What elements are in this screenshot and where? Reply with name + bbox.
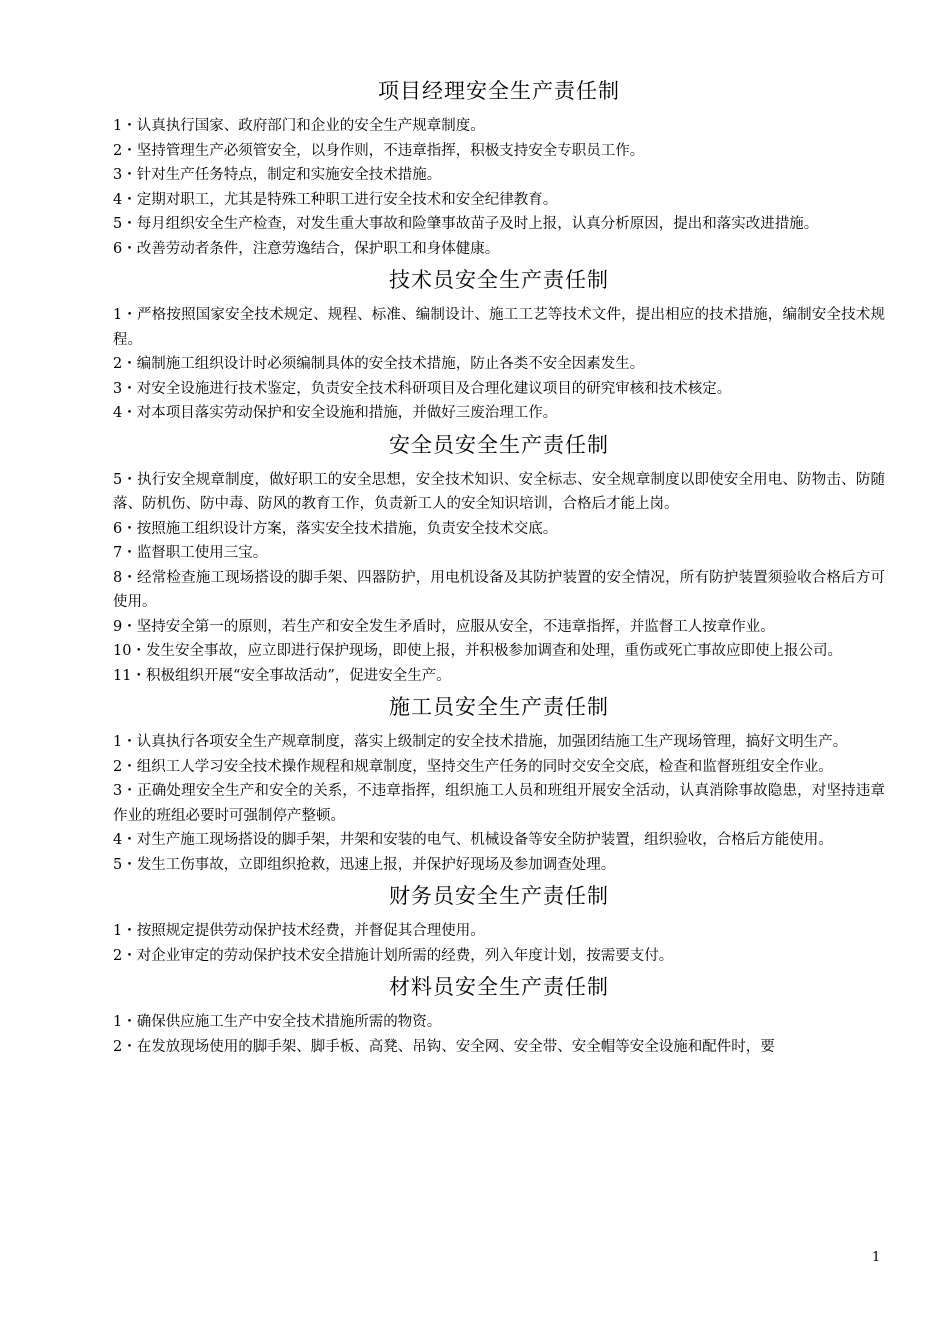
- section-title: 项目经理安全生产责任制: [378, 79, 620, 103]
- list-item: 1・按照规定提供劳动保护技术经费，并督促其合理使用。: [113, 923, 485, 939]
- section-construction-worker: [113, 688, 885, 877]
- list-item: 2・编制施工组织设计时必须编制具体的安全技术措施，防止各类不安全因素发生。: [113, 356, 645, 372]
- list-item: 5・发生工伤事故，立即组织抢救，迅速上报，并保护好现场及参加调查处理。: [113, 856, 616, 873]
- list-item: 1・确保供应施工生产中安全技术措施所需的物资。: [113, 1014, 442, 1030]
- list-item: 2・坚持管理生产必须管安全，以身作则，不违章指挥，积极支持安全专职员工作。: [113, 142, 645, 159]
- list-item: 2・对企业审定的劳动保护技术安全措施计划所需的经费，列入年度计划，按需要支付。: [113, 947, 674, 964]
- list-item: 4・对生产施工现场搭设的脚手架，井架和安装的电气、机械设备等安全防护装置，组织验收，合格后方能使用。: [113, 832, 833, 848]
- list-item: 3・针对生产任务特点，制定和实施安全技术措施。: [113, 167, 442, 183]
- section-title: 材料员安全生产责任制: [389, 975, 609, 999]
- section-project-manager: [113, 72, 885, 261]
- list-item: 2・组织工人学习安全技术操作规程和规章制度，坚持交生产任务的同时交安全交底，检查和监督班组安全作业。: [113, 758, 833, 775]
- list-item: 11・积极组织开展“安全事故活动”，促进安全生产。: [113, 667, 451, 684]
- list-item: 1・认真执行各项安全生产规章制度，落实上级制定的安全技术措施，加强团结施工生产现场管理，搞好文明生产。: [113, 734, 848, 750]
- section-materials-officer: [113, 968, 885, 1059]
- section-title: 财务员安全生产责任制: [389, 884, 609, 908]
- list-item: 6・改善劳动者条件，注意劳逸结合，保护职工和身体健康。: [113, 240, 500, 257]
- list-item: 4・对本项目落实劳动保护和安全设施和措施，并做好三废治理工作。: [113, 405, 558, 421]
- list-item: 1・严格按照国家安全技术规定、规程、标准、编制设计、施工工艺等技术文件，提出相应的技术措施，编制安全技术规程。: [113, 307, 885, 348]
- list-item: 1・认真执行国家、政府部门和企业的安全生产规章制度。: [113, 118, 485, 134]
- page-number: 1: [872, 1250, 881, 1265]
- section-safety-officer: [113, 426, 885, 689]
- list-item: 9・坚持安全第一的原则，若生产和安全发生矛盾时，应服从安全，不违章指挥，并监督工人按章作业。: [113, 618, 775, 635]
- document-page: [113, 72, 885, 1059]
- list-item: 5・每月组织安全生产检查，对发生重大事故和险肇事故苗子及时上报，认真分析原因，提出和落实改进措施。: [113, 216, 819, 232]
- list-item: 3・正确处理安全生产和安全的关系，不违章指挥，组织施工人员和班组开展安全活动，认真消除事故隐患，对坚持违章作业的班组必要时可强制停产整顿。: [113, 783, 885, 824]
- section-finance-officer: [113, 877, 885, 968]
- list-item: 8・经常检查施工现场搭设的脚手架、四器防护，用电机设备及其防护装置的安全情况，所有防护装置须验收合格后方可使用。: [113, 569, 885, 610]
- list-item: 4・定期对职工，尤其是特殊工种职工进行安全技术和安全纪律教育。: [113, 191, 558, 208]
- list-item: 7・监督职工使用三宝。: [113, 545, 268, 561]
- section-title: 施工员安全生产责任制: [389, 695, 609, 719]
- list-item: 10・发生安全事故，应立即进行保护现场，即使上报，并积极参加调查和处理，重伤或死亡事故应即使上报公司。: [113, 643, 842, 659]
- list-item: 5・执行安全规章制度，做好职工的安全思想，安全技术知识、安全标志、安全规章制度以即使安全用电、防物击、防随落、防机伤、防中毒、防风的教育工作，负责新工人的安全知识培训，合格后才能上岗。: [113, 471, 885, 512]
- list-item: 2・在发放现场使用的脚手架、脚手板、高凳、吊钩、安全网、安全带、安全帽等安全设施和配件时，要: [113, 1038, 775, 1055]
- section-technician: [113, 261, 885, 426]
- section-title: 技术员安全生产责任制: [389, 268, 609, 292]
- section-title: 安全员安全生产责任制: [389, 432, 609, 457]
- list-item: 6・按照施工组织设计方案，落实安全技术措施，负责安全技术交底。: [113, 520, 558, 537]
- list-item: 3・对安全设施进行技术鉴定，负责安全技术科研项目及合理化建议项目的研究审核和技术核定。: [113, 380, 732, 397]
